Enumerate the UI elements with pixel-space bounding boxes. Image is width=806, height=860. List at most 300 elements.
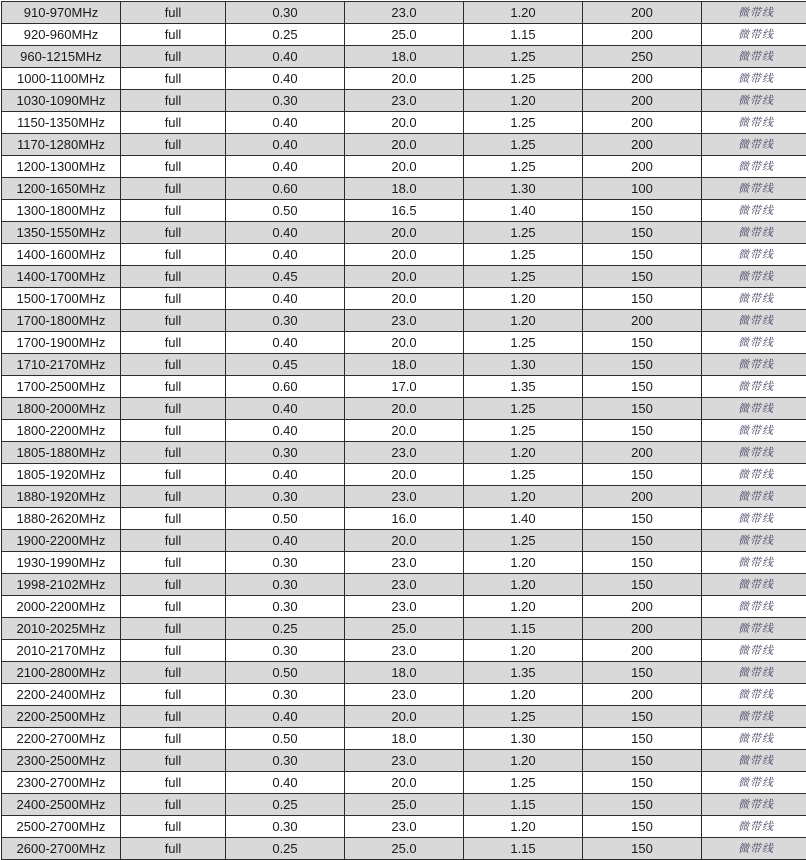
frequency-range-cell: 910-970MHz bbox=[2, 2, 121, 24]
frequency-range-cell: 1200-1650MHz bbox=[2, 178, 121, 200]
vswr-cell: 1.25 bbox=[464, 420, 583, 442]
power-cell: 150 bbox=[583, 706, 702, 728]
insertion-loss-cell: 0.30 bbox=[226, 310, 345, 332]
power-cell: 200 bbox=[583, 442, 702, 464]
vswr-cell: 1.20 bbox=[464, 552, 583, 574]
return-loss-cell: 25.0 bbox=[345, 618, 464, 640]
line-type-cell bbox=[702, 508, 806, 530]
power-cell: 150 bbox=[583, 288, 702, 310]
return-loss-cell: 20.0 bbox=[345, 530, 464, 552]
insertion-loss-cell: 0.30 bbox=[226, 596, 345, 618]
insertion-loss-cell: 0.30 bbox=[226, 816, 345, 838]
line-type-cell bbox=[702, 376, 806, 398]
line-type-cell bbox=[702, 750, 806, 772]
table-row bbox=[2, 2, 806, 24]
bandwidth-cell: full bbox=[121, 354, 226, 376]
insertion-loss-cell: 0.40 bbox=[226, 332, 345, 354]
table-row bbox=[2, 574, 806, 596]
table-row bbox=[2, 508, 806, 530]
power-cell: 150 bbox=[583, 794, 702, 816]
vswr-cell: 1.20 bbox=[464, 2, 583, 24]
line-type-cell bbox=[702, 596, 806, 618]
bandwidth-cell: full bbox=[121, 310, 226, 332]
line-type-cell bbox=[702, 200, 806, 222]
return-loss-cell: 23.0 bbox=[345, 310, 464, 332]
bandwidth-cell: full bbox=[121, 596, 226, 618]
spec-table-body bbox=[2, 2, 806, 860]
insertion-loss-cell: 0.45 bbox=[226, 266, 345, 288]
line-type-label: 微带线 bbox=[738, 710, 774, 723]
return-loss-cell: 20.0 bbox=[345, 332, 464, 354]
line-type-cell bbox=[702, 442, 806, 464]
line-type-cell bbox=[702, 574, 806, 596]
frequency-range-cell: 1710-2170MHz bbox=[2, 354, 121, 376]
table-row bbox=[2, 134, 806, 156]
return-loss-cell: 18.0 bbox=[345, 354, 464, 376]
insertion-loss-cell: 0.60 bbox=[226, 376, 345, 398]
vswr-cell: 1.20 bbox=[464, 596, 583, 618]
bandwidth-cell: full bbox=[121, 574, 226, 596]
vswr-cell: 1.40 bbox=[464, 200, 583, 222]
line-type-cell bbox=[702, 772, 806, 794]
return-loss-cell: 25.0 bbox=[345, 794, 464, 816]
power-cell: 150 bbox=[583, 816, 702, 838]
line-type-cell bbox=[702, 530, 806, 552]
vswr-cell: 1.20 bbox=[464, 640, 583, 662]
table-row bbox=[2, 46, 806, 68]
bandwidth-cell: full bbox=[121, 2, 226, 24]
power-cell: 150 bbox=[583, 398, 702, 420]
vswr-cell: 1.25 bbox=[464, 706, 583, 728]
line-type-label: 微带线 bbox=[738, 380, 774, 393]
vswr-cell: 1.20 bbox=[464, 574, 583, 596]
frequency-range-cell: 920-960MHz bbox=[2, 24, 121, 46]
insertion-loss-cell: 0.40 bbox=[226, 530, 345, 552]
power-cell: 150 bbox=[583, 420, 702, 442]
return-loss-cell: 23.0 bbox=[345, 750, 464, 772]
frequency-range-cell: 1400-1700MHz bbox=[2, 266, 121, 288]
frequency-range-cell: 2010-2025MHz bbox=[2, 618, 121, 640]
vswr-cell: 1.20 bbox=[464, 750, 583, 772]
return-loss-cell: 25.0 bbox=[345, 24, 464, 46]
insertion-loss-cell: 0.30 bbox=[226, 552, 345, 574]
vswr-cell: 1.20 bbox=[464, 442, 583, 464]
line-type-label: 微带线 bbox=[738, 578, 774, 591]
line-type-label: 微带线 bbox=[738, 116, 774, 129]
power-cell: 200 bbox=[583, 2, 702, 24]
vswr-cell: 1.20 bbox=[464, 684, 583, 706]
insertion-loss-cell: 0.40 bbox=[226, 420, 345, 442]
power-cell: 250 bbox=[583, 46, 702, 68]
line-type-cell bbox=[702, 68, 806, 90]
line-type-label: 微带线 bbox=[738, 204, 774, 217]
line-type-cell bbox=[702, 288, 806, 310]
power-cell: 150 bbox=[583, 750, 702, 772]
line-type-cell bbox=[702, 838, 806, 860]
power-cell: 150 bbox=[583, 200, 702, 222]
insertion-loss-cell: 0.40 bbox=[226, 222, 345, 244]
line-type-cell bbox=[702, 662, 806, 684]
return-loss-cell: 20.0 bbox=[345, 464, 464, 486]
power-cell: 150 bbox=[583, 266, 702, 288]
line-type-label: 微带线 bbox=[738, 622, 774, 635]
line-type-cell bbox=[702, 684, 806, 706]
power-cell: 200 bbox=[583, 618, 702, 640]
vswr-cell: 1.15 bbox=[464, 838, 583, 860]
line-type-cell bbox=[702, 728, 806, 750]
line-type-cell bbox=[702, 618, 806, 640]
insertion-loss-cell: 0.30 bbox=[226, 90, 345, 112]
line-type-cell bbox=[702, 486, 806, 508]
table-row bbox=[2, 838, 806, 860]
table-row bbox=[2, 486, 806, 508]
return-loss-cell: 23.0 bbox=[345, 552, 464, 574]
line-type-label: 微带线 bbox=[738, 358, 774, 371]
table-row bbox=[2, 750, 806, 772]
line-type-label: 微带线 bbox=[738, 842, 774, 855]
line-type-label: 微带线 bbox=[738, 644, 774, 657]
vswr-cell: 1.15 bbox=[464, 794, 583, 816]
vswr-cell: 1.30 bbox=[464, 354, 583, 376]
bandwidth-cell: full bbox=[121, 816, 226, 838]
power-cell: 200 bbox=[583, 156, 702, 178]
bandwidth-cell: full bbox=[121, 486, 226, 508]
bandwidth-cell: full bbox=[121, 244, 226, 266]
line-type-label: 微带线 bbox=[738, 424, 774, 437]
line-type-cell bbox=[702, 2, 806, 24]
bandwidth-cell: full bbox=[121, 222, 226, 244]
return-loss-cell: 23.0 bbox=[345, 574, 464, 596]
line-type-cell bbox=[702, 134, 806, 156]
vswr-cell: 1.15 bbox=[464, 618, 583, 640]
power-cell: 100 bbox=[583, 178, 702, 200]
return-loss-cell: 23.0 bbox=[345, 640, 464, 662]
line-type-cell bbox=[702, 266, 806, 288]
bandwidth-cell: full bbox=[121, 134, 226, 156]
table-row bbox=[2, 684, 806, 706]
insertion-loss-cell: 0.40 bbox=[226, 288, 345, 310]
bandwidth-cell: full bbox=[121, 46, 226, 68]
power-cell: 200 bbox=[583, 640, 702, 662]
power-cell: 200 bbox=[583, 134, 702, 156]
insertion-loss-cell: 0.50 bbox=[226, 728, 345, 750]
vswr-cell: 1.25 bbox=[464, 112, 583, 134]
return-loss-cell: 20.0 bbox=[345, 134, 464, 156]
vswr-cell: 1.25 bbox=[464, 530, 583, 552]
table-row bbox=[2, 90, 806, 112]
frequency-range-cell: 1700-2500MHz bbox=[2, 376, 121, 398]
bandwidth-cell: full bbox=[121, 442, 226, 464]
line-type-label: 微带线 bbox=[738, 688, 774, 701]
line-type-label: 微带线 bbox=[738, 490, 774, 503]
frequency-range-cell: 1000-1100MHz bbox=[2, 68, 121, 90]
table-row bbox=[2, 24, 806, 46]
power-cell: 200 bbox=[583, 112, 702, 134]
return-loss-cell: 23.0 bbox=[345, 486, 464, 508]
frequency-range-cell: 1880-1920MHz bbox=[2, 486, 121, 508]
vswr-cell: 1.40 bbox=[464, 508, 583, 530]
power-cell: 200 bbox=[583, 684, 702, 706]
isolator-spec-table bbox=[1, 1, 806, 860]
return-loss-cell: 23.0 bbox=[345, 90, 464, 112]
table-row bbox=[2, 816, 806, 838]
vswr-cell: 1.20 bbox=[464, 310, 583, 332]
insertion-loss-cell: 0.30 bbox=[226, 486, 345, 508]
return-loss-cell: 18.0 bbox=[345, 178, 464, 200]
line-type-label: 微带线 bbox=[738, 402, 774, 415]
power-cell: 150 bbox=[583, 222, 702, 244]
table-row bbox=[2, 706, 806, 728]
bandwidth-cell: full bbox=[121, 838, 226, 860]
line-type-label: 微带线 bbox=[738, 666, 774, 679]
line-type-label: 微带线 bbox=[738, 556, 774, 569]
frequency-range-cell: 2200-2400MHz bbox=[2, 684, 121, 706]
table-row bbox=[2, 354, 806, 376]
return-loss-cell: 23.0 bbox=[345, 2, 464, 24]
power-cell: 200 bbox=[583, 310, 702, 332]
frequency-range-cell: 1700-1800MHz bbox=[2, 310, 121, 332]
frequency-range-cell: 1400-1600MHz bbox=[2, 244, 121, 266]
table-row bbox=[2, 398, 806, 420]
insertion-loss-cell: 0.25 bbox=[226, 618, 345, 640]
insertion-loss-cell: 0.30 bbox=[226, 2, 345, 24]
line-type-label: 微带线 bbox=[738, 754, 774, 767]
vswr-cell: 1.25 bbox=[464, 244, 583, 266]
line-type-cell bbox=[702, 244, 806, 266]
insertion-loss-cell: 0.40 bbox=[226, 68, 345, 90]
frequency-range-cell: 2000-2200MHz bbox=[2, 596, 121, 618]
frequency-range-cell: 1170-1280MHz bbox=[2, 134, 121, 156]
return-loss-cell: 20.0 bbox=[345, 266, 464, 288]
insertion-loss-cell: 0.30 bbox=[226, 442, 345, 464]
bandwidth-cell: full bbox=[121, 464, 226, 486]
line-type-label: 微带线 bbox=[738, 776, 774, 789]
table-row bbox=[2, 266, 806, 288]
insertion-loss-cell: 0.30 bbox=[226, 640, 345, 662]
vswr-cell: 1.25 bbox=[464, 222, 583, 244]
vswr-cell: 1.25 bbox=[464, 134, 583, 156]
frequency-range-cell: 1150-1350MHz bbox=[2, 112, 121, 134]
vswr-cell: 1.20 bbox=[464, 90, 583, 112]
vswr-cell: 1.35 bbox=[464, 376, 583, 398]
bandwidth-cell: full bbox=[121, 552, 226, 574]
bandwidth-cell: full bbox=[121, 24, 226, 46]
return-loss-cell: 18.0 bbox=[345, 728, 464, 750]
return-loss-cell: 20.0 bbox=[345, 706, 464, 728]
insertion-loss-cell: 0.40 bbox=[226, 156, 345, 178]
line-type-label: 微带线 bbox=[738, 182, 774, 195]
line-type-label: 微带线 bbox=[738, 512, 774, 525]
table-row bbox=[2, 772, 806, 794]
insertion-loss-cell: 0.40 bbox=[226, 134, 345, 156]
power-cell: 200 bbox=[583, 596, 702, 618]
frequency-range-cell: 1500-1700MHz bbox=[2, 288, 121, 310]
return-loss-cell: 23.0 bbox=[345, 442, 464, 464]
line-type-label: 微带线 bbox=[738, 468, 774, 481]
bandwidth-cell: full bbox=[121, 750, 226, 772]
bandwidth-cell: full bbox=[121, 794, 226, 816]
frequency-range-cell: 1800-2200MHz bbox=[2, 420, 121, 442]
line-type-label: 微带线 bbox=[738, 50, 774, 63]
table-row bbox=[2, 156, 806, 178]
line-type-label: 微带线 bbox=[738, 314, 774, 327]
line-type-cell bbox=[702, 46, 806, 68]
table-row bbox=[2, 288, 806, 310]
line-type-label: 微带线 bbox=[738, 72, 774, 85]
power-cell: 150 bbox=[583, 464, 702, 486]
line-type-cell bbox=[702, 354, 806, 376]
line-type-label: 微带线 bbox=[738, 270, 774, 283]
insertion-loss-cell: 0.40 bbox=[226, 112, 345, 134]
power-cell: 200 bbox=[583, 24, 702, 46]
power-cell: 150 bbox=[583, 728, 702, 750]
return-loss-cell: 20.0 bbox=[345, 420, 464, 442]
bandwidth-cell: full bbox=[121, 200, 226, 222]
frequency-range-cell: 2500-2700MHz bbox=[2, 816, 121, 838]
power-cell: 150 bbox=[583, 508, 702, 530]
line-type-label: 微带线 bbox=[738, 292, 774, 305]
bandwidth-cell: full bbox=[121, 288, 226, 310]
insertion-loss-cell: 0.30 bbox=[226, 750, 345, 772]
line-type-cell bbox=[702, 310, 806, 332]
table-row bbox=[2, 222, 806, 244]
table-row bbox=[2, 420, 806, 442]
bandwidth-cell: full bbox=[121, 640, 226, 662]
line-type-cell bbox=[702, 398, 806, 420]
line-type-cell bbox=[702, 112, 806, 134]
bandwidth-cell: full bbox=[121, 772, 226, 794]
table-row bbox=[2, 200, 806, 222]
frequency-range-cell: 1930-1990MHz bbox=[2, 552, 121, 574]
line-type-cell bbox=[702, 24, 806, 46]
table-row bbox=[2, 596, 806, 618]
vswr-cell: 1.25 bbox=[464, 464, 583, 486]
power-cell: 150 bbox=[583, 244, 702, 266]
power-cell: 150 bbox=[583, 662, 702, 684]
insertion-loss-cell: 0.40 bbox=[226, 464, 345, 486]
table-row bbox=[2, 464, 806, 486]
insertion-loss-cell: 0.50 bbox=[226, 662, 345, 684]
frequency-range-cell: 1805-1880MHz bbox=[2, 442, 121, 464]
frequency-range-cell: 1800-2000MHz bbox=[2, 398, 121, 420]
table-row bbox=[2, 68, 806, 90]
bandwidth-cell: full bbox=[121, 508, 226, 530]
table-row bbox=[2, 112, 806, 134]
table-row bbox=[2, 244, 806, 266]
power-cell: 150 bbox=[583, 376, 702, 398]
frequency-range-cell: 2300-2500MHz bbox=[2, 750, 121, 772]
vswr-cell: 1.20 bbox=[464, 816, 583, 838]
line-type-label: 微带线 bbox=[738, 160, 774, 173]
return-loss-cell: 20.0 bbox=[345, 398, 464, 420]
vswr-cell: 1.25 bbox=[464, 266, 583, 288]
bandwidth-cell: full bbox=[121, 398, 226, 420]
insertion-loss-cell: 0.40 bbox=[226, 398, 345, 420]
frequency-range-cell: 1880-2620MHz bbox=[2, 508, 121, 530]
table-row bbox=[2, 794, 806, 816]
return-loss-cell: 20.0 bbox=[345, 244, 464, 266]
insertion-loss-cell: 0.60 bbox=[226, 178, 345, 200]
line-type-label: 微带线 bbox=[738, 600, 774, 613]
vswr-cell: 1.15 bbox=[464, 24, 583, 46]
line-type-cell bbox=[702, 706, 806, 728]
insertion-loss-cell: 0.50 bbox=[226, 508, 345, 530]
frequency-range-cell: 1998-2102MHz bbox=[2, 574, 121, 596]
line-type-cell bbox=[702, 156, 806, 178]
table-row bbox=[2, 310, 806, 332]
vswr-cell: 1.25 bbox=[464, 332, 583, 354]
vswr-cell: 1.25 bbox=[464, 68, 583, 90]
table-row bbox=[2, 442, 806, 464]
frequency-range-cell: 1030-1090MHz bbox=[2, 90, 121, 112]
insertion-loss-cell: 0.40 bbox=[226, 46, 345, 68]
line-type-cell bbox=[702, 640, 806, 662]
line-type-cell bbox=[702, 552, 806, 574]
bandwidth-cell: full bbox=[121, 728, 226, 750]
table-row bbox=[2, 332, 806, 354]
power-cell: 200 bbox=[583, 68, 702, 90]
vswr-cell: 1.25 bbox=[464, 772, 583, 794]
frequency-range-cell: 2300-2700MHz bbox=[2, 772, 121, 794]
line-type-label: 微带线 bbox=[738, 336, 774, 349]
table-row bbox=[2, 662, 806, 684]
bandwidth-cell: full bbox=[121, 618, 226, 640]
vswr-cell: 1.20 bbox=[464, 288, 583, 310]
bandwidth-cell: full bbox=[121, 332, 226, 354]
return-loss-cell: 23.0 bbox=[345, 816, 464, 838]
return-loss-cell: 20.0 bbox=[345, 156, 464, 178]
frequency-range-cell: 2200-2500MHz bbox=[2, 706, 121, 728]
line-type-cell bbox=[702, 794, 806, 816]
return-loss-cell: 16.5 bbox=[345, 200, 464, 222]
line-type-label: 微带线 bbox=[738, 732, 774, 745]
table-row bbox=[2, 552, 806, 574]
frequency-range-cell: 1700-1900MHz bbox=[2, 332, 121, 354]
frequency-range-cell: 2010-2170MHz bbox=[2, 640, 121, 662]
table-row bbox=[2, 618, 806, 640]
line-type-label: 微带线 bbox=[738, 248, 774, 261]
return-loss-cell: 25.0 bbox=[345, 838, 464, 860]
return-loss-cell: 20.0 bbox=[345, 288, 464, 310]
frequency-range-cell: 2200-2700MHz bbox=[2, 728, 121, 750]
bandwidth-cell: full bbox=[121, 530, 226, 552]
return-loss-cell: 18.0 bbox=[345, 46, 464, 68]
frequency-range-cell: 1300-1800MHz bbox=[2, 200, 121, 222]
power-cell: 200 bbox=[583, 90, 702, 112]
vswr-cell: 1.25 bbox=[464, 46, 583, 68]
vswr-cell: 1.20 bbox=[464, 486, 583, 508]
return-loss-cell: 20.0 bbox=[345, 112, 464, 134]
table-row bbox=[2, 728, 806, 750]
vswr-cell: 1.30 bbox=[464, 728, 583, 750]
vswr-cell: 1.25 bbox=[464, 156, 583, 178]
line-type-cell bbox=[702, 464, 806, 486]
return-loss-cell: 17.0 bbox=[345, 376, 464, 398]
insertion-loss-cell: 0.25 bbox=[226, 838, 345, 860]
power-cell: 150 bbox=[583, 772, 702, 794]
vswr-cell: 1.25 bbox=[464, 398, 583, 420]
power-cell: 150 bbox=[583, 838, 702, 860]
line-type-cell bbox=[702, 178, 806, 200]
frequency-range-cell: 1900-2200MHz bbox=[2, 530, 121, 552]
bandwidth-cell: full bbox=[121, 662, 226, 684]
table-row bbox=[2, 178, 806, 200]
power-cell: 150 bbox=[583, 332, 702, 354]
insertion-loss-cell: 0.40 bbox=[226, 772, 345, 794]
bandwidth-cell: full bbox=[121, 266, 226, 288]
line-type-cell bbox=[702, 222, 806, 244]
power-cell: 150 bbox=[583, 354, 702, 376]
